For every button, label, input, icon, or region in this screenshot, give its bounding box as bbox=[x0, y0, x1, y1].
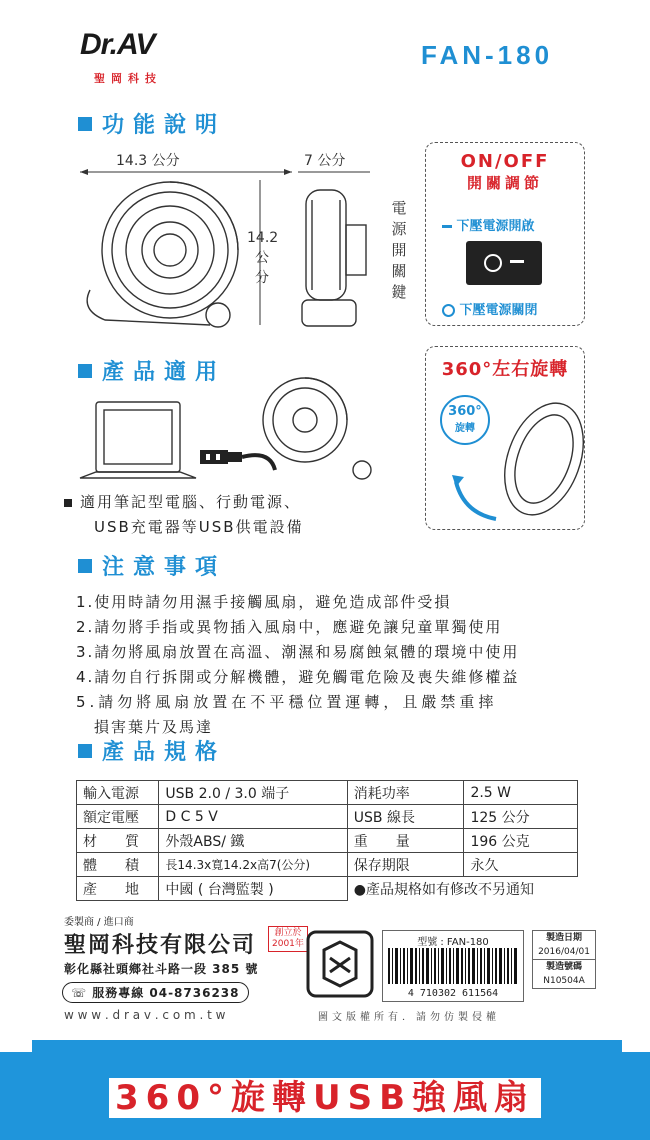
section-specs bbox=[78, 735, 226, 766]
hotline-text: 服務專線 04-8736238 bbox=[92, 986, 240, 1000]
bullet-square bbox=[78, 744, 92, 758]
arrow-right bbox=[284, 169, 292, 175]
section-title: 注意事項 bbox=[102, 555, 227, 580]
serial-value: N10504A bbox=[543, 976, 585, 986]
brand-logo bbox=[80, 28, 154, 62]
company-name: 聖岡科技有限公司 bbox=[64, 933, 257, 958]
on-marker bbox=[442, 225, 452, 228]
section-title: 產品適用 bbox=[102, 360, 227, 385]
spec-label: 輸入電源 bbox=[77, 781, 159, 805]
import-label: 委製商 / 進口商 bbox=[64, 917, 134, 928]
badge-number: 360° bbox=[448, 404, 482, 419]
section-title: 功能說明 bbox=[102, 113, 227, 138]
model-number: FAN-180 bbox=[421, 40, 554, 70]
spec-note: ●產品規格如有修改不另通知 bbox=[353, 881, 534, 898]
footer-divider bbox=[32, 1040, 622, 1052]
depth-dimension: 7 公分 bbox=[304, 153, 346, 169]
bullet-square bbox=[64, 499, 72, 507]
on-symbol bbox=[510, 260, 524, 263]
switch-subtitle: 開關調節 bbox=[466, 174, 543, 192]
height-unit-1: 公 bbox=[255, 250, 269, 266]
spec-value: 125 公分 bbox=[464, 805, 578, 829]
notice-item: 3.請勿將風扇放置在高溫、潮濕和易腐蝕氣體的環境中使用 bbox=[76, 643, 520, 661]
spec-value: 外殼ABS/ 鐵 bbox=[159, 829, 347, 853]
spec-label: 體 積 bbox=[77, 853, 159, 877]
recycle-icon bbox=[304, 928, 376, 1000]
logo-subtitle: 聖岡科技 bbox=[94, 72, 162, 85]
date-label: 製造日期 bbox=[545, 933, 582, 943]
founded-label: 創立於 bbox=[274, 928, 302, 938]
applicable-line-2: USB充電器等USB供電設備 bbox=[94, 518, 304, 536]
website: w w w . d r a v . c o m . t w bbox=[64, 1008, 226, 1022]
char: 鍵 bbox=[391, 283, 407, 301]
spec-value: 2.5 W bbox=[464, 781, 578, 805]
barcode-box bbox=[382, 930, 524, 1002]
height-unit-2: 分 bbox=[255, 270, 269, 286]
section-features bbox=[78, 108, 226, 139]
applicable-line-1 bbox=[64, 490, 304, 515]
spec-label: 產 地 bbox=[77, 877, 159, 901]
founded-year: 2001年 bbox=[272, 939, 304, 949]
power-key-label bbox=[391, 198, 407, 303]
rotation-sketch bbox=[426, 347, 584, 529]
width-dimension: 14.3 公分 bbox=[116, 153, 180, 169]
notice-item: 5.請勿將風扇放置在不平穩位置運轉，且嚴禁重摔 bbox=[76, 693, 498, 711]
spec-value: USB 2.0 / 3.0 端子 bbox=[159, 781, 347, 805]
spec-value: 中國 ( 台灣監製 ) bbox=[159, 877, 347, 901]
applicable-text bbox=[64, 490, 304, 540]
phone-icon: ☏ bbox=[71, 986, 88, 1000]
laptop-sketch bbox=[80, 402, 196, 478]
off-marker bbox=[442, 304, 455, 317]
char: 關 bbox=[391, 262, 407, 280]
spec-table bbox=[76, 780, 578, 901]
laptop-fan-diagram bbox=[70, 370, 400, 490]
spec-label: 保存期限 bbox=[347, 853, 464, 877]
notice-item: 4.請勿自行拆開或分解機體，避免觸電危險及喪失維修權益 bbox=[76, 668, 520, 686]
logo-text: Dr.AV bbox=[80, 28, 155, 61]
barcode-label: 型號 : FAN-180 bbox=[417, 937, 489, 948]
spec-label: 材 質 bbox=[77, 829, 159, 853]
off-hint bbox=[442, 299, 538, 318]
table-row bbox=[77, 853, 578, 877]
spec-label: 消耗功率 bbox=[347, 781, 464, 805]
notice-item: 2.請勿將手指或異物插入風扇中，應避免讓兒童單獨使用 bbox=[76, 618, 503, 636]
service-hotline bbox=[62, 982, 249, 1003]
fan-front-sketch bbox=[87, 182, 238, 327]
height-number: 14.2 bbox=[247, 230, 279, 246]
company-address: 彰化縣社頭鄉社斗路一段 385 號 bbox=[64, 962, 259, 976]
char: 電 bbox=[391, 199, 407, 217]
line-text: 適用筆記型電腦、行動電源、 bbox=[80, 493, 302, 511]
notice-item: 損害葉片及馬達 bbox=[94, 718, 214, 736]
section-notice bbox=[78, 550, 226, 581]
spec-label: 額定電壓 bbox=[77, 805, 159, 829]
char: 開 bbox=[391, 241, 407, 259]
small-fan-sketch bbox=[263, 378, 371, 479]
switch-title: ON/OFF bbox=[460, 151, 550, 172]
footer-title-text: 360°旋轉USB強風扇 bbox=[109, 1078, 541, 1118]
spec-label: USB 線長 bbox=[347, 805, 464, 829]
off-hint-text: 下壓電源關閉 bbox=[459, 303, 538, 318]
fan-side-sketch bbox=[302, 190, 366, 326]
table-row bbox=[77, 829, 578, 853]
founded-badge bbox=[268, 926, 308, 952]
char: 源 bbox=[391, 220, 407, 238]
on-hint-text: 下壓電源開啟 bbox=[456, 219, 535, 234]
barcode-icon bbox=[388, 948, 518, 984]
badge-text: 旋轉 bbox=[455, 423, 475, 434]
table-row bbox=[77, 877, 578, 901]
spec-value: 永久 bbox=[464, 853, 578, 877]
section-title: 產品規格 bbox=[102, 740, 227, 765]
switch-box bbox=[425, 142, 585, 326]
switch-illustration bbox=[466, 241, 542, 285]
on-hint bbox=[442, 215, 535, 234]
footer-title bbox=[0, 1070, 650, 1119]
spec-label: 重 量 bbox=[347, 829, 464, 853]
date-box bbox=[532, 930, 596, 989]
spec-value: 196 公克 bbox=[464, 829, 578, 853]
table-row bbox=[77, 805, 578, 829]
notice-item: 1.使用時請勿用濕手接觸風扇，避免造成部件受損 bbox=[76, 593, 452, 611]
off-symbol bbox=[484, 254, 502, 272]
usb-cable bbox=[200, 450, 275, 470]
spec-value: D C 5 V bbox=[159, 805, 347, 829]
fan-diagram bbox=[70, 160, 430, 340]
notice-list bbox=[76, 590, 519, 740]
serial-label: 製造號碼 bbox=[533, 959, 595, 974]
date-value: 2016/04/01 bbox=[538, 947, 590, 957]
rotation-title: 360°左右旋轉 bbox=[441, 359, 569, 380]
arrow-left bbox=[80, 169, 88, 175]
table-row bbox=[77, 781, 578, 805]
spec-value: 長14.3x寬14.2x高7(公分) bbox=[159, 853, 347, 877]
barcode-digits: 4 710302 611564 bbox=[407, 988, 499, 999]
rotation-box bbox=[425, 346, 585, 530]
copyright: 圖文版權所有．請勿仿製侵權 bbox=[318, 1012, 500, 1023]
bullet-square bbox=[78, 559, 92, 573]
bullet-square bbox=[78, 117, 92, 131]
